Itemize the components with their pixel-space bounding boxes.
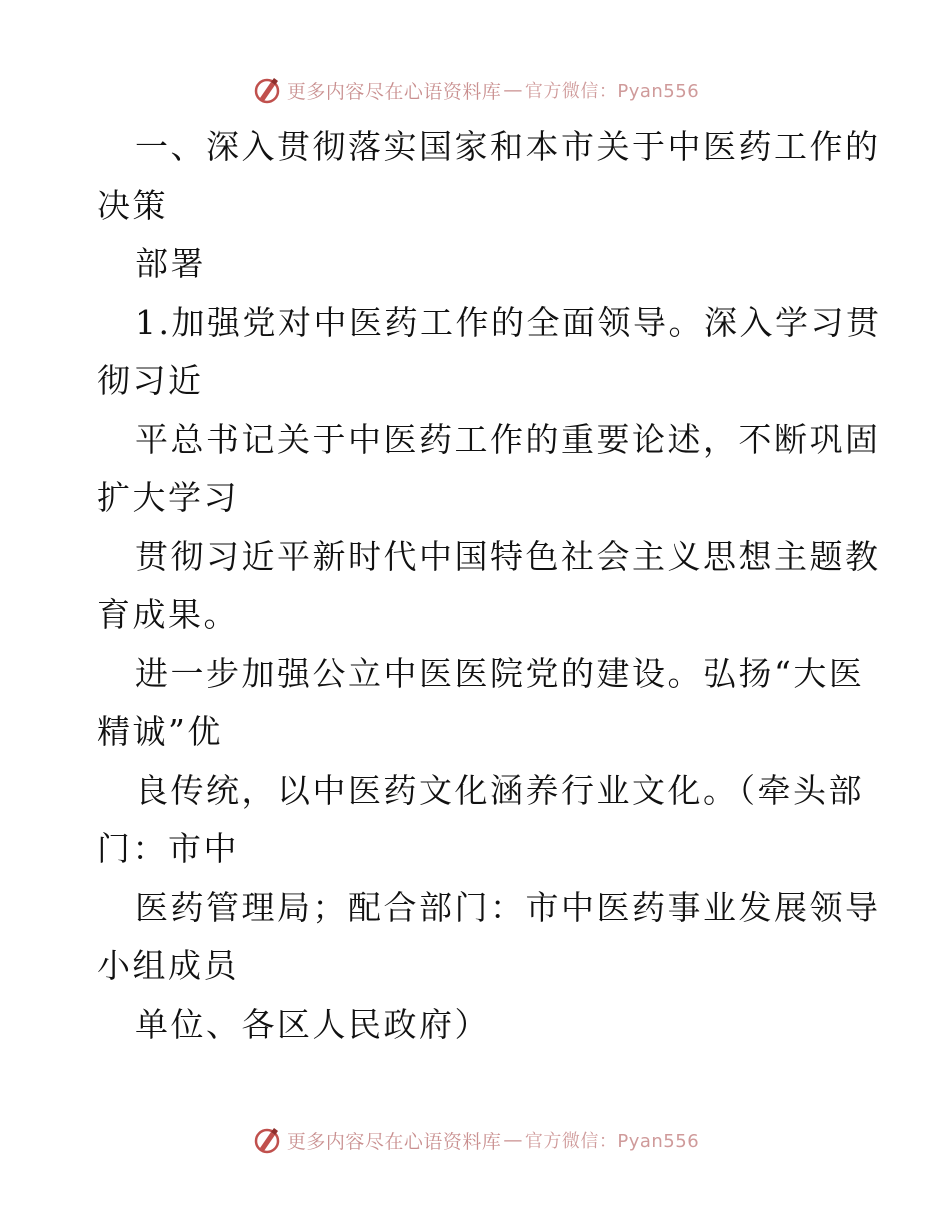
body-line: 决策 — [97, 185, 168, 225]
body-line: 贯彻习近平新时代中国特色社会主义思想主题教 — [135, 536, 881, 576]
body-line: 平总书记关于中医药工作的重要论述，不断巩固 — [135, 419, 881, 459]
watermark-dash: — — [503, 79, 523, 101]
body-line: 进一步加强公立中医医院党的建设。弘扬“大医 — [135, 653, 865, 693]
document-body — [97, 118, 882, 1054]
body-line: 育成果。 — [97, 595, 239, 634]
body-line: 小组成员 — [97, 946, 239, 985]
watermark-main-text: 更多内容尽在心语资料库 — [286, 80, 502, 103]
body-line: 良传统，以中医药文化涵养行业文化。（牵头部 — [135, 770, 864, 810]
pen-logo-icon — [251, 74, 283, 106]
body-line: 精诚”优 — [97, 712, 223, 751]
body-line: 1.加强党对中医药工作的全面领导。深入学习贯 — [135, 302, 882, 342]
body-line: 单位、各区人民政府） — [135, 1004, 490, 1044]
body-line: 门：市中 — [97, 829, 239, 868]
watermark-main-text: 更多内容尽在心语资料库 — [286, 1130, 502, 1153]
body-line: 扩大学习 — [97, 478, 239, 517]
watermark-wechat-text: 官方微信：Pyan556 — [524, 81, 700, 102]
body-line: 一、深入贯彻落实国家和本市关于中医药工作的 — [135, 127, 881, 166]
footer-watermark — [0, 1120, 950, 1160]
watermark-dash: — — [503, 1129, 523, 1151]
body-line: 彻习近 — [97, 361, 204, 400]
pen-logo-icon — [251, 1124, 283, 1156]
body-line: 部署 — [135, 244, 206, 283]
body-line: 医药管理局；配合部门：市中医药事业发展领导 — [135, 887, 881, 927]
header-watermark — [0, 70, 950, 110]
watermark-wechat-text: 官方微信：Pyan556 — [524, 1131, 700, 1152]
